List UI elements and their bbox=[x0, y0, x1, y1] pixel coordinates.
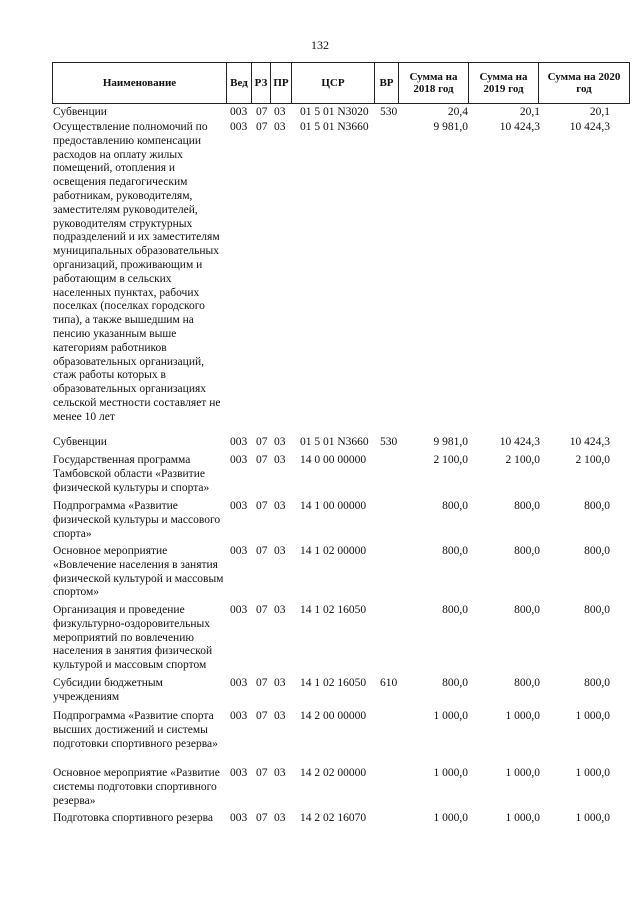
row-sum-2018: 2 100,0 bbox=[433, 454, 468, 466]
row-ved: 003 bbox=[230, 710, 248, 722]
row-sum-2020: 800,0 bbox=[584, 604, 610, 616]
row-pr: 03 bbox=[274, 604, 286, 616]
row-sum-2018: 800,0 bbox=[442, 500, 468, 512]
row-csr: 14 2 02 16070 bbox=[300, 812, 367, 824]
row-sum-2020: 800,0 bbox=[584, 545, 610, 557]
row-sum-2018: 9 981,0 bbox=[433, 121, 468, 133]
row-name: Субвенции bbox=[53, 436, 107, 448]
row-sum-2019: 1 000,0 bbox=[505, 812, 540, 824]
row-ved: 003 bbox=[230, 812, 248, 824]
row-csr: 14 0 00 00000 bbox=[300, 454, 367, 466]
row-rz: 07 bbox=[256, 710, 268, 722]
row-sum-2020: 10 424,3 bbox=[569, 121, 610, 133]
row-rz: 07 bbox=[256, 767, 268, 779]
row-sum-2018: 800,0 bbox=[442, 604, 468, 616]
row-sum-2020: 20,1 bbox=[589, 106, 610, 118]
row-rz: 07 bbox=[256, 106, 268, 118]
row-name: Подготовка спортивного резерва bbox=[53, 812, 214, 824]
row-csr: 14 2 02 00000 bbox=[300, 767, 367, 779]
row-csr: 01 5 01 N3660 bbox=[300, 121, 369, 133]
row-pr: 03 bbox=[274, 454, 286, 466]
row-ved: 003 bbox=[230, 106, 248, 118]
row-vr: 610 bbox=[380, 677, 398, 689]
header-sum-2019: Сумма на 2019 год bbox=[469, 63, 539, 103]
header-ved: Вед bbox=[227, 63, 252, 103]
row-pr: 03 bbox=[274, 710, 286, 722]
row-rz: 07 bbox=[256, 436, 268, 448]
row-pr: 03 bbox=[274, 500, 286, 512]
row-sum-2020: 10 424,3 bbox=[569, 436, 610, 448]
row-pr: 03 bbox=[274, 767, 286, 779]
row-sum-2020: 1 000,0 bbox=[575, 812, 610, 824]
header-csr: ЦСР bbox=[292, 63, 375, 103]
header-rz: РЗ bbox=[252, 63, 271, 103]
row-ved: 003 bbox=[230, 436, 248, 448]
row-rz: 07 bbox=[256, 604, 268, 616]
row-sum-2019: 10 424,3 bbox=[499, 436, 540, 448]
row-rz: 07 bbox=[256, 677, 268, 689]
row-sum-2019: 800,0 bbox=[514, 500, 540, 512]
row-csr: 01 5 01 N3020 bbox=[300, 106, 369, 118]
row-ved: 003 bbox=[230, 454, 248, 466]
row-rz: 07 bbox=[256, 121, 268, 133]
row-pr: 03 bbox=[274, 436, 286, 448]
row-sum-2019: 800,0 bbox=[514, 677, 540, 689]
row-sum-2019: 1 000,0 bbox=[505, 710, 540, 722]
row-name: Основное мероприятие «Развитие системы подготовки спортивного резерва» bbox=[53, 767, 220, 807]
row-rz: 07 bbox=[256, 812, 268, 824]
row-rz: 07 bbox=[256, 454, 268, 466]
row-csr: 14 1 02 16050 bbox=[300, 677, 367, 689]
row-sum-2020: 2 100,0 bbox=[575, 454, 610, 466]
row-sum-2018: 800,0 bbox=[442, 545, 468, 557]
row-pr: 03 bbox=[274, 677, 286, 689]
row-name: Государственная программа Тамбовской области «Развитие физической культуры и спорта» bbox=[53, 454, 210, 494]
row-ved: 003 bbox=[230, 677, 248, 689]
row-name: Организация и проведение физкультурно-оздоровительных мероприятий по вовлечению населения в занятия физической культурой и массовым спортом bbox=[53, 604, 213, 672]
row-sum-2018: 20,4 bbox=[447, 106, 468, 118]
row-name: Подпрограмма «Развитие спорта высших достижений и системы подготовки спортивного резерва» bbox=[53, 710, 218, 750]
row-sum-2019: 800,0 bbox=[514, 604, 540, 616]
row-ved: 003 bbox=[230, 121, 248, 133]
row-csr: 01 5 01 N3660 bbox=[300, 436, 369, 448]
row-sum-2020: 1 000,0 bbox=[575, 710, 610, 722]
row-vr: 530 bbox=[380, 436, 398, 448]
row-sum-2020: 800,0 bbox=[584, 500, 610, 512]
row-name: Подпрограмма «Развитие физической культуры и массового спорта» bbox=[53, 500, 221, 540]
row-ved: 003 bbox=[230, 767, 248, 779]
row-name: Субсидии бюджетным учреждениям bbox=[53, 677, 163, 703]
header-pr: ПР bbox=[271, 63, 292, 103]
row-pr: 03 bbox=[274, 121, 286, 133]
row-pr: 03 bbox=[274, 106, 286, 118]
header-vr: ВР bbox=[375, 63, 399, 103]
row-csr: 14 2 00 00000 bbox=[300, 710, 367, 722]
row-sum-2019: 10 424,3 bbox=[499, 121, 540, 133]
row-sum-2020: 1 000,0 bbox=[575, 767, 610, 779]
row-ved: 003 bbox=[230, 604, 248, 616]
row-sum-2019: 20,1 bbox=[519, 106, 540, 118]
row-pr: 03 bbox=[274, 545, 286, 557]
row-name: Основное мероприятие «Вовлечение населения в занятия физической культурой и массовым спортом» bbox=[53, 545, 224, 599]
row-sum-2019: 1 000,0 bbox=[505, 767, 540, 779]
row-sum-2019: 2 100,0 bbox=[505, 454, 540, 466]
row-rz: 07 bbox=[256, 500, 268, 512]
row-rz: 07 bbox=[256, 545, 268, 557]
row-sum-2019: 800,0 bbox=[514, 545, 540, 557]
header-name: Наименование bbox=[53, 63, 227, 103]
row-csr: 14 1 02 00000 bbox=[300, 545, 367, 557]
row-pr: 03 bbox=[274, 812, 286, 824]
header-sum-2020: Сумма на 2020 год bbox=[547, 71, 621, 95]
row-name: Субвенции bbox=[53, 106, 107, 118]
row-sum-2020: 800,0 bbox=[584, 677, 610, 689]
row-csr: 14 1 00 00000 bbox=[300, 500, 367, 512]
row-sum-2018: 800,0 bbox=[442, 677, 468, 689]
row-vr: 530 bbox=[380, 106, 398, 118]
row-name: Осуществление полномочий по предоставлению компенсации расходов на оплату жилых помещений, отопления и освещения педагогическим работникам, руководителям, заместителям руководителей, руководителям структурных подразделений и их заместителям муниципальных образовательных организаций, проживающим и работающим в сельских населенных пунктах, рабочих поселках (поселках городского типа), а также вышедшим на пенсию указанным выше категориям работников образовательных организаций, стаж работы которых в образовательных организациях сельской местности составляет не менее 10 лет bbox=[53, 121, 221, 423]
row-sum-2018: 1 000,0 bbox=[433, 812, 468, 824]
row-ved: 003 bbox=[230, 500, 248, 512]
row-sum-2018: 1 000,0 bbox=[433, 767, 468, 779]
row-csr: 14 1 02 16050 bbox=[300, 604, 367, 616]
page-number: 132 bbox=[311, 38, 329, 52]
row-ved: 003 bbox=[230, 545, 248, 557]
row-sum-2018: 9 981,0 bbox=[433, 436, 468, 448]
row-sum-2018: 1 000,0 bbox=[433, 710, 468, 722]
header-sum-2018: Сумма на 2018 год bbox=[399, 63, 469, 103]
